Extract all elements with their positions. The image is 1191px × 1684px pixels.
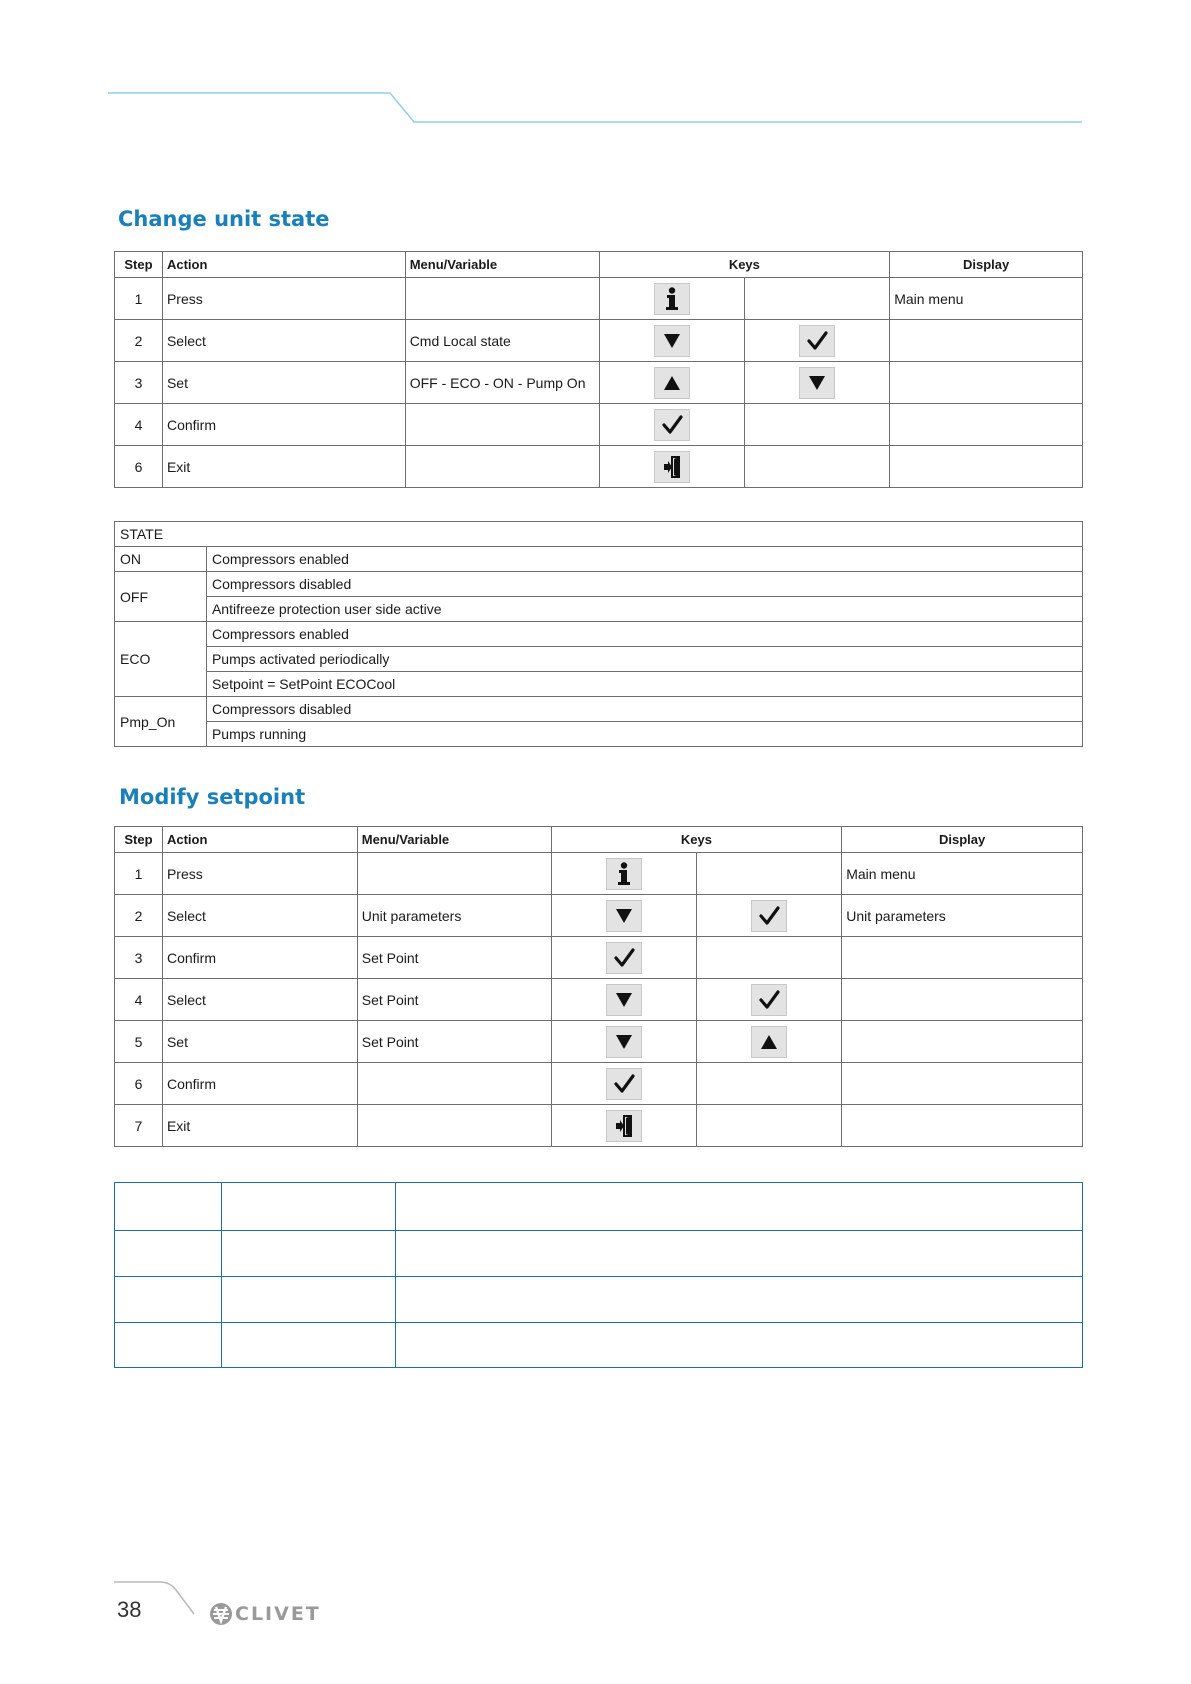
menu-variable-cell: Unit parameters [357,895,551,937]
key-cell [697,979,842,1021]
change-unit-state-table [114,251,1083,488]
action-cell: Select [162,895,357,937]
state-row [115,572,1083,597]
display-cell [842,937,1083,979]
col-display: Display [842,827,1083,853]
display-cell [842,1063,1083,1105]
col-menu-variable: Menu/Variable [357,827,551,853]
arrow-down-icon [606,900,642,932]
display-cell: Main menu [842,853,1083,895]
arrow-down-icon [799,367,835,399]
col-display: Display [890,252,1083,278]
action-cell: Confirm [162,1063,357,1105]
menu-variable-cell [405,446,599,488]
arrow-down-icon [606,1026,642,1058]
empty-row [115,1183,1083,1231]
key-cell [551,1021,697,1063]
step-cell: 2 [115,320,163,362]
menu-variable-cell [357,1063,551,1105]
col-action: Action [162,827,357,853]
step-cell: 7 [115,1105,163,1147]
action-cell: Press [162,853,357,895]
step-cell: 6 [115,446,163,488]
empty-row [115,1231,1083,1277]
check-icon [606,1068,642,1100]
state-row [115,597,1083,622]
state-desc: Compressors enabled [206,547,1082,572]
key-cell [599,404,745,446]
table-header-row [115,827,1083,853]
info-icon [606,858,642,890]
step-cell: 4 [115,979,163,1021]
key-cell [551,979,697,1021]
display-cell [842,1021,1083,1063]
state-desc: Compressors disabled [206,572,1082,597]
key-cell [745,404,890,446]
key-cell [745,278,890,320]
key-cell [599,362,745,404]
action-cell: Press [162,278,405,320]
menu-variable-cell [405,404,599,446]
state-table [114,521,1083,747]
table-row [115,404,1083,446]
table-row [115,320,1083,362]
state-row [115,672,1083,697]
arrow-up-icon [654,367,690,399]
col-action: Action [162,252,405,278]
menu-variable-cell: Cmd Local state [405,320,599,362]
state-label-off: OFF [115,572,207,622]
exit-icon [606,1110,642,1142]
action-cell: Confirm [162,404,405,446]
modify-setpoint-table [114,826,1083,1147]
state-desc: Compressors enabled [206,622,1082,647]
table-row [115,937,1083,979]
table-header-row [115,252,1083,278]
display-cell: Main menu [890,278,1083,320]
header-line [0,0,1191,140]
state-row [115,647,1083,672]
check-icon [606,942,642,974]
action-cell: Confirm [162,937,357,979]
step-cell: 6 [115,1063,163,1105]
col-keys: Keys [551,827,842,853]
page-number: 38 [117,1597,142,1622]
key-cell [697,853,842,895]
display-cell [890,362,1083,404]
key-cell [745,320,890,362]
state-row [115,722,1083,747]
key-cell [599,278,745,320]
key-cell [599,446,745,488]
menu-variable-cell: Set Point [357,979,551,1021]
clivet-logo-text: CLIVET [235,1603,321,1625]
section-title-modify-setpoint: Modify setpoint [119,785,306,809]
step-cell: 1 [115,278,163,320]
action-cell: Select [162,320,405,362]
key-cell [551,1105,697,1147]
table-row [115,979,1083,1021]
state-label-on: ON [115,547,207,572]
table-row [115,1021,1083,1063]
action-cell: Set [162,362,405,404]
key-cell [551,853,697,895]
table-row [115,853,1083,895]
clivet-logo-mark [209,1602,233,1626]
state-desc: Compressors disabled [206,697,1082,722]
key-cell [697,937,842,979]
clivet-logo [209,1601,321,1627]
exit-icon [654,451,690,483]
display-cell [842,1105,1083,1147]
key-cell [697,895,842,937]
display-cell [842,979,1083,1021]
key-cell [599,320,745,362]
step-cell: 3 [115,362,163,404]
state-label-eco: ECO [115,622,207,697]
state-header-row [115,522,1083,547]
col-menu-variable: Menu/Variable [405,252,599,278]
key-cell [551,1063,697,1105]
table-row [115,1063,1083,1105]
state-desc: Pumps running [206,722,1082,747]
step-cell: 5 [115,1021,163,1063]
display-cell [890,320,1083,362]
section-title-change-unit-state: Change unit state [118,207,330,231]
menu-variable-cell: OFF - ECO - ON - Pump On [405,362,599,404]
state-row [115,547,1083,572]
state-desc: Antifreeze protection user side active [206,597,1082,622]
empty-table [114,1182,1083,1368]
menu-variable-cell [405,278,599,320]
check-icon [654,409,690,441]
step-cell: 4 [115,404,163,446]
step-cell: 3 [115,937,163,979]
col-keys: Keys [599,252,890,278]
col-step: Step [115,252,163,278]
empty-row [115,1323,1083,1368]
menu-variable-cell [357,1105,551,1147]
state-desc: Setpoint = SetPoint ECOCool [206,672,1082,697]
check-icon [751,984,787,1016]
state-label-pmp-on: Pmp_On [115,697,207,747]
arrow-down-icon [654,325,690,357]
key-cell [551,937,697,979]
info-icon [654,283,690,315]
display-cell: Unit parameters [842,895,1083,937]
key-cell [745,446,890,488]
state-row [115,697,1083,722]
footer-swoosh [110,1570,200,1630]
action-cell: Select [162,979,357,1021]
display-cell [890,404,1083,446]
step-cell: 1 [115,853,163,895]
state-header: STATE [115,522,1083,547]
table-row [115,278,1083,320]
arrow-down-icon [606,984,642,1016]
action-cell: Set [162,1021,357,1063]
key-cell [745,362,890,404]
check-icon [799,325,835,357]
state-row [115,622,1083,647]
action-cell: Exit [162,1105,357,1147]
display-cell [890,446,1083,488]
table-row [115,362,1083,404]
state-desc: Pumps activated periodically [206,647,1082,672]
menu-variable-cell: Set Point [357,937,551,979]
menu-variable-cell [357,853,551,895]
col-step: Step [115,827,163,853]
action-cell: Exit [162,446,405,488]
empty-row [115,1277,1083,1323]
key-cell [697,1063,842,1105]
key-cell [551,895,697,937]
table-row [115,895,1083,937]
step-cell: 2 [115,895,163,937]
table-row [115,446,1083,488]
menu-variable-cell: Set Point [357,1021,551,1063]
key-cell [697,1105,842,1147]
key-cell [697,1021,842,1063]
check-icon [751,900,787,932]
arrow-up-icon [751,1026,787,1058]
table-row [115,1105,1083,1147]
